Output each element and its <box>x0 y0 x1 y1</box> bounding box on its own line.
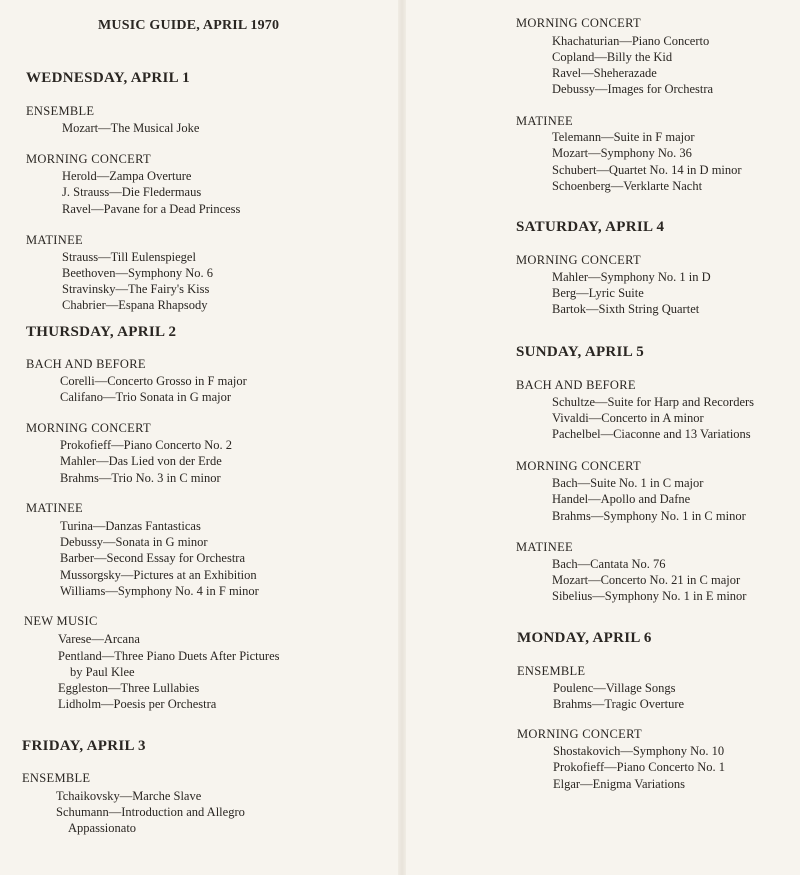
program-item: Mussorgsky—Pictures at an Exhibition <box>60 568 257 582</box>
program-item: Brahms—Symphony No. 1 in C minor <box>552 509 746 523</box>
program-label: ENSEMBLE <box>517 664 586 678</box>
program-item: Elgar—Enigma Variations <box>553 777 686 791</box>
program-label: MATINEE <box>516 114 573 128</box>
program-item: Sibelius—Symphony No. 1 in E minor <box>552 589 747 603</box>
program-item: Califano—Trio Sonata in G major <box>60 390 232 404</box>
program-item: Schoenberg—Verklarte Nacht <box>552 179 703 193</box>
program-item: Schubert—Quartet No. 14 in D minor <box>552 163 742 177</box>
program-item: Ravel—Sheherazade <box>552 66 657 80</box>
program-item: Pachelbel—Ciaconne and 13 Variations <box>552 427 751 441</box>
program-item: Bach—Cantata No. 76 <box>552 557 666 571</box>
program-item-continued: by Paul Klee <box>70 665 135 679</box>
program-item: J. Strauss—Die Fledermaus <box>62 185 202 199</box>
program-label: MORNING CONCERT <box>517 727 642 741</box>
program-item: Lidholm—Poesis per Orchestra <box>58 697 217 711</box>
program-item: Tchaikovsky—Marche Slave <box>56 789 202 803</box>
program-label: NEW MUSIC <box>24 614 98 628</box>
day-heading-monday: MONDAY, APRIL 6 <box>517 630 652 646</box>
program-item: Strauss—Till Eulenspiegel <box>62 250 196 264</box>
program-item: Williams—Symphony No. 4 in F minor <box>60 584 259 598</box>
program-item: Shostakovich—Symphony No. 10 <box>553 744 725 758</box>
program-item: Mozart—The Musical Joke <box>62 121 200 135</box>
program-label: MATINEE <box>516 540 573 554</box>
program-item: Debussy—Sonata in G minor <box>60 535 208 549</box>
day-heading-wednesday: WEDNESDAY, APRIL 1 <box>26 70 190 86</box>
day-heading-sunday: SUNDAY, APRIL 5 <box>516 344 645 360</box>
program-item: Brahms—Tragic Overture <box>553 697 685 711</box>
program-label: BACH AND BEFORE <box>516 378 636 392</box>
program-item: Mozart—Symphony No. 36 <box>552 146 692 160</box>
program-item: Khachaturian—Piano Concerto <box>552 34 710 48</box>
program-label: BACH AND BEFORE <box>26 357 146 371</box>
program-item: Stravinsky—The Fairy's Kiss <box>62 282 210 296</box>
page-gutter <box>398 0 406 875</box>
program-item: Debussy—Images for Orchestra <box>552 82 714 96</box>
program-item-continued: Appassionato <box>68 821 137 835</box>
program-item: Schumann—Introduction and Allegro <box>56 805 245 819</box>
program-item: Prokofieff—Piano Concerto No. 1 <box>553 760 725 774</box>
program-item: Barber—Second Essay for Orchestra <box>60 551 246 565</box>
program-label: MATINEE <box>26 501 83 515</box>
program-item: Prokofieff—Piano Concerto No. 2 <box>60 438 232 452</box>
program-label: MORNING CONCERT <box>516 16 641 30</box>
program-item: Varese—Arcana <box>58 632 140 646</box>
program-item: Corelli—Concerto Grosso in F major <box>60 374 247 388</box>
program-item: Pentland—Three Piano Duets After Pictures <box>58 649 280 663</box>
program-item: Ravel—Pavane for a Dead Princess <box>62 202 241 216</box>
program-label: MORNING CONCERT <box>516 253 641 267</box>
program-item: Chabrier—Espana Rhapsody <box>62 298 208 312</box>
program-item: Telemann—Suite in F major <box>552 130 695 144</box>
program-item: Bartok—Sixth String Quartet <box>552 302 700 316</box>
day-heading-thursday: THURSDAY, APRIL 2 <box>26 324 177 340</box>
program-item: Schultze—Suite for Harp and Recorders <box>552 395 755 409</box>
program-item: Turina—Danzas Fantasticas <box>60 519 201 533</box>
program-item: Handel—Apollo and Dafne <box>552 492 691 506</box>
program-label: MORNING CONCERT <box>516 459 641 473</box>
program-label: ENSEMBLE <box>22 771 91 785</box>
program-item: Bach—Suite No. 1 in C major <box>552 476 704 490</box>
program-label: MORNING CONCERT <box>26 152 151 166</box>
program-item: Mozart—Concerto No. 21 in C major <box>552 573 741 587</box>
program-item: Beethoven—Symphony No. 6 <box>62 266 214 280</box>
program-item: Brahms—Trio No. 3 in C minor <box>60 471 221 485</box>
day-heading-friday: FRIDAY, APRIL 3 <box>22 738 146 754</box>
program-label: MORNING CONCERT <box>26 421 151 435</box>
program-label: MATINEE <box>26 233 83 247</box>
program-item: Copland—Billy the Kid <box>552 50 673 64</box>
program-item: Berg—Lyric Suite <box>552 286 644 300</box>
program-label: ENSEMBLE <box>26 104 95 118</box>
program-item: Mahler—Symphony No. 1 in D <box>552 270 711 284</box>
program-item: Poulenc—Village Songs <box>553 681 676 695</box>
guide-title: MUSIC GUIDE, APRIL 1970 <box>98 18 280 33</box>
program-item: Mahler—Das Lied von der Erde <box>60 454 222 468</box>
program-item: Eggleston—Three Lullabies <box>58 681 200 695</box>
program-item: Vivaldi—Concerto in A minor <box>552 411 704 425</box>
program-item: Herold—Zampa Overture <box>62 169 192 183</box>
day-heading-saturday: SATURDAY, APRIL 4 <box>516 219 665 235</box>
